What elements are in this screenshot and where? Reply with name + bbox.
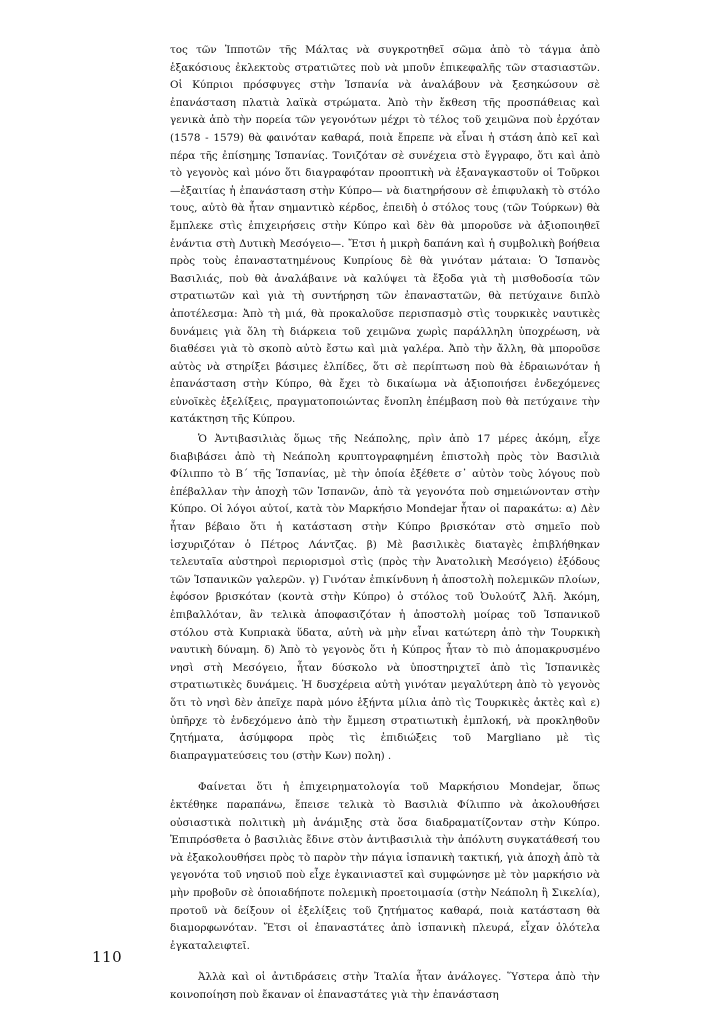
body-text [170, 42, 600, 1004]
paragraph-2: Ὁ Ἀντιβασιλιὰς ὅμως τῆς Νεάπολης, πρὶν ἀπὸ 17 μέρες ἀκόμη, εἶχε διαβιβάσει ἀπὸ τὴ Νεάπολη κρυπτογραφημένη ἐπιστολὴ πρὸς τὸν Βασιλιὰ Φίλιππο τὸ Β΄ τῆς Ἱσπανίας, μὲ τὴν ὁποία ἐξέθετε σ᾽ αὐτὸν τοὺς λόγους ποὺ ἐπέβαλλαν τὴν ἀποχὴ τῶν Ἱσπανῶν, ἀπὸ τὰ γεγονότα ποὺ σημειώνονταν στὴν Κύπρο. Οἱ λόγοι αὐτοί, κατὰ τὸν Μαρκήσιο Mondejar ἦταν οἱ παρακάτω: α) Δὲν ἦταν βέβαιο ὅτι ἡ κατάσταση στὴν Κύπρο βρισκόταν στὸ σημεῖο ποὺ ἰσχυριζόταν ὁ Πέτρος Λάντζας. β) Μὲ βασιλικὲς διαταγὲς ἐπιβλήθηκαν τελευταῖα αὐστηροὶ περιορισμοὶ στὶς (πρὸς τὴν Ἀνατολικὴ Μεσόγειο) ἐξόδους τῶν Ἱσπανικῶν γαλερῶν. γ) Γινόταν ἐπικίνδυνη ἡ ἀποστολὴ πολεμικῶν πλοίων, ἐφόσον βρισκόταν (κοντὰ στὴν Κύπρο) ὁ στόλος τοῦ Ὀυλούτζ Ἀλῆ. Ἀκόμη, ἐπιβαλλόταν, ἂν τελικὰ ἀποφασιζόταν ἡ ἀποστολὴ μοίρας τοῦ Ἱσπανικοῦ στόλου στὰ Κυπριακὰ ὕδατα, αὐτὴ νὰ μὴν εἶναι κατώτερη ἀπὸ τὴν Τουρκικὴ ναυτικὴ δύναμη. δ) Ἀπὸ τὸ γεγονὸς ὅτι ἡ Κύπρος ἦταν τὸ πιὸ ἀπομακρυσμένο νησὶ στὴ Μεσόγειο, ἦταν δύσκολο νὰ ὑποστηριχτεῖ ἀπὸ τὶς Ἱσπανικὲς στρατιωτικὲς δυνάμεις. Ἡ δυσχέρεια αὐτὴ γινόταν μεγαλύτερη ἀπὸ τὸ γεγονὸς ὅτι τὸ νησὶ δὲν ἀπεῖχε παρὰ μόνο ἑξήντα μίλια ἀπὸ τὶς Τουρκικὲς ἀκτὲς καὶ ε) ὑπῆρχε τὸ ἐνδεχόμενο ἀπὸ τὴν ἔμμεση στρατιωτικὴ ἐμπλοκή, νὰ προκληθοῦν ζητήματα, ἀσύμφορα πρὸς τὶς ἐπιδιώξεις τοῦ Margliano μὲ τὶς διαπραγματεύσεις του (στὴν Κων) πολη) . [170, 433, 600, 762]
paragraph-3: Φαίνεται ὅτι ἡ ἐπιχειρηματολογία τοῦ Μαρκήσιου Mondejar, ὅπως ἐκτέθηκε παραπάνω, ἔπεισε τελικὰ τὸ Βασιλιὰ Φίλιππο νὰ ἀκολουθήσει οὐσιαστικὰ πολιτικὴ μὴ ἀνάμιξης στὰ ὅσα διαδραματίζονταν στὴν Κύπρο. Ἐπιπρόσθετα ὁ βασιλιὰς ἔδινε στὸν ἀντιβασιλιὰ τὴν ἀπόλυτη συγκατάθεσή του νὰ ἐξακολουθήσει πρὸς τὸ παρὸν τὴν πάγια ἱσπανικὴ τακτική, γιὰ ἀποχὴ ἀπὸ τὰ γεγονότα τοῦ νησιοῦ ποὺ εἶχε ἐγκαινιαστεῖ καὶ συμφώνησε μὲ τὸν μαρκήσιο νὰ μὴν προβοῦν σὲ ὁποιαδήποτε πολεμικὴ προετοιμασία (στὴν Νεάπολη ἢ Σικελία), προτοῦ νὰ δείξουν οἱ ἐξελίξεις τοῦ ζητήματος καθαρά, ποιὰ κατάσταση θὰ διαμορφωνόταν. Ἔτσι οἱ ἐπαναστάτες ἀπὸ ἱσπανικὴ πλευρά, εἶχαν ὁλότελα ἐγκαταλειφτεῖ. [170, 781, 600, 952]
paragraph-4: Ἀλλὰ καὶ οἱ ἀντιδράσεις στὴν Ἰταλία ἦταν ἀνάλογες. Ὕστερα ἀπὸ τὴν κοινοποίηση ποὺ ἔκαναν οἱ ἐπαναστάτες γιὰ τὴν ἐπανάσταση [170, 971, 600, 1001]
page-number: 110 [92, 948, 123, 966]
paragraph-1: τος τῶν Ἱπποτῶν τῆς Μάλτας νὰ συγκροτηθεῖ σῶμα ἀπὸ τὸ τάγμα ἀπὸ ἑξακόσιους ἐκλεκτοὺς στρατιῶτες ποὺ νὰ μποῦν ἐπικεφαλῆς τῶν στασιαστῶν. Οἱ Κύπριοι πρόσφυγες στὴν Ἱσπανία νὰ ἀναλάβουν νὰ ξεσηκώσουν σὲ ἐπανάσταση πλατιὰ λαϊκὰ στρώματα. Ἀπὸ τὴν ἔκθεση τῆς προσπάθειας καὶ γενικὰ ἀπὸ τὴν πορεία τῶν γεγονότων μέχρι τὸ τέλος τοῦ χειμῶνα ποὺ ἐρχόταν (1578 - 1579) θὰ φαινόταν καθαρά, ποιὰ ἔπρεπε νὰ εἶναι ἡ στάση ἀπὸ κεῖ καὶ πέρα τῆς ἐπίσημης Ἱσπανίας. Τονιζόταν σὲ συνέχεια στὸ ἔγγραφο, ὅτι καὶ ἀπὸ τὸ γεγονὸς καὶ μόνο ὅτι διαγραφόταν προοπτικὴ νὰ ἐξαναγκαστοῦν οἱ Τοῦρκοι —ἐξαιτίας ἡ ἐπανάσταση στὴν Κύπρο— νὰ διατηρήσουν σὲ ἐπιφυλακὴ τὸ στόλο τους, αὐτὸ θὰ ἦταν σημαντικὸ κέρδος, ἐπειδὴ ὁ στόλος τους (τῶν Τούρκων) θὰ ἔμπλεκε στὶς ἐπιχειρήσεις στὴν Κύπρο καὶ δὲν θὰ μποροῦσε νὰ ἀξιοποιηθεῖ ἐνάντια στὴ Δυτικὴ Μεσόγειο—. Ἔτσι ἡ μικρὴ δαπάνη καὶ ἡ συμβολικὴ βοήθεια πρὸς τοὺς ἐπαναστατημένους Κυπρίους δὲ θὰ γινόταν μάταια: Ὁ Ἱσπανὸς Βασιλιάς, ποὺ θὰ ἀναλάβαινε νὰ καλύψει τὰ ἔξοδα γιὰ τὴ μισθοδοσία τῶν στρατιωτῶν καὶ γιὰ τὴ συντήρηση τῶν ἐπαναστατῶν, θὰ πετύχαινε διπλὸ ἀποτέλεσμα: Ἀπὸ τὴ μιά, θὰ προκαλοῦσε περισπασμὸ στὶς τουρκικὲς ναυτικὲς δυνάμεις γιὰ ὅλη τὴ διάρκεια τοῦ χειμῶνα χωρὶς παράλληλη ὑποχρέωση, νὰ διαθέσει γιὰ τὸ σκοπὸ αὐτὸ ἔστω καὶ μιὰ γαλέρα. Ἀπὸ τὴν ἄλλη, θὰ μποροῦσε αὐτὸς νὰ στηρίξει βάσιμες ἐλπίδες, ὅτι σὲ περίπτωση ποὺ θὰ ἑδραιωνόταν ἡ ἐπανάσταση στὴν Κύπρο, θὰ ἔχει τὸ δικαίωμα νὰ ἀξιοποιήσει ἐνδεχόμενες εὐνοϊκὲς ἐξελίξεις, πραγματοποιώντας ἔνοπλη ἐπέμβαση ποὺ θὰ πετύχαινε τὴν κατάκτηση τῆς Κύπρου. [170, 44, 600, 426]
